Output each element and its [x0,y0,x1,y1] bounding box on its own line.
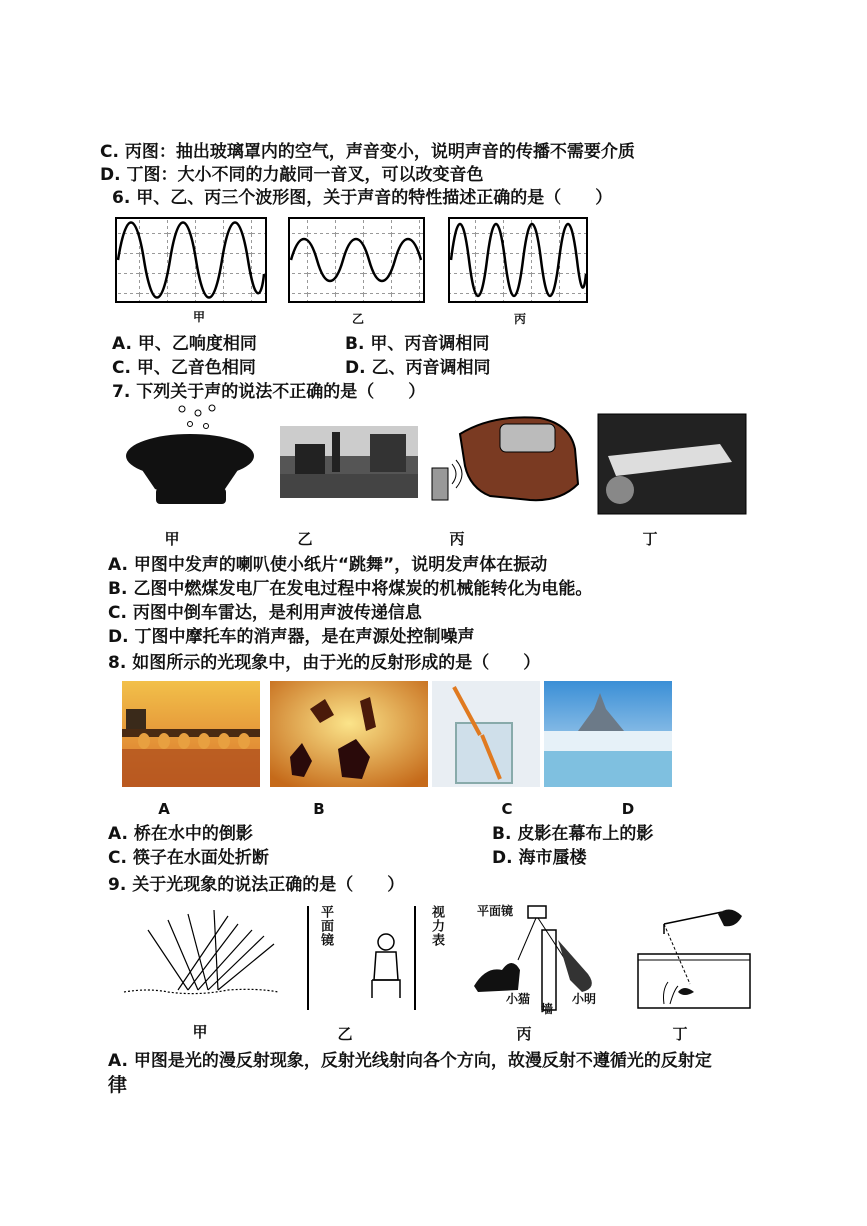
q7-caption-ding: 丁 [642,530,658,548]
waveform-bing [449,218,587,302]
q8-caption-b: B [313,800,325,818]
q7-option-a: A. 甲图中发声的喇叭使小纸片“跳舞”，说明发声体在振动 [108,555,548,575]
q8-caption-d: D [621,800,635,818]
q7-caption-yi: 乙 [297,530,313,548]
q7-option-b: B. 乙图中燃煤发电厂在发电过程中将煤炭的机械能转化为电能。 [108,579,593,599]
q8-option-b: B. 皮影在幕布上的影 [492,824,654,844]
q9-option-a-line1: A. 甲图是光的漫反射现象，反射光线射向各个方向，故漫反射不遵循光的反射定 [108,1051,712,1071]
q5-option-d: D. 丁图：大小不同的力敲同一音叉，可以改变音色 [100,165,484,185]
q7-option-c: C. 丙图中倒车雷达，是利用声波传递信息 [108,603,422,623]
q6-option-b: B. 甲、丙音调相同 [345,334,490,354]
fish-tank-diagram [638,909,750,1008]
q7-stem: 7. 下列关于声的说法不正确的是（ ） [112,382,426,402]
q6-caption-yi: 乙 [351,312,364,326]
q6-stem: 6. 甲、乙、丙三个波形图，关于声音的特性描述正确的是（ ） [112,188,613,208]
q5-option-c: C. 丙图：抽出玻璃罩内的空气，声音变小，说明声音的传播不需要介质 [100,142,635,162]
q9-option-a-line2: 律 [108,1074,128,1096]
q6-caption-jia: 甲 [192,310,205,324]
speaker-image [126,405,254,504]
q6-option-d: D. 乙、丙音调相同 [345,358,491,378]
q8-figures [120,679,675,791]
q8-stem: 8. 如图所示的光现象中，由于光的反射形成的是（ ） [108,653,541,673]
q9-caption-jia: 甲 [192,1023,208,1041]
q6-option-a: A. 甲、乙响度相同 [112,334,257,354]
chopstick-glass-image [432,681,540,787]
label-plane-mirror-2: 平面镜 [477,904,514,918]
q8-option-a: A. 桥在水中的倒影 [108,824,253,844]
q8-option-d: D. 海市蜃楼 [492,848,587,868]
label-eye-chart: 视力表 [429,905,444,947]
q6-option-c: C. 甲、乙音色相同 [112,358,256,378]
q9-stem: 9. 关于光现象的说法正确的是（ ） [108,875,405,895]
muffler-image [598,414,746,514]
q6-caption-bing: 丙 [513,312,526,326]
label-xiaoming: 小明 [572,992,597,1006]
q8-caption-a: A [158,800,170,818]
q7-caption-bing: 丙 [449,530,465,548]
label-cat: 小猫 [506,992,531,1006]
q7-option-d: D. 丁图中摩托车的消声器，是在声源处控制噪声 [108,627,475,647]
q7-caption-jia: 甲 [164,530,180,548]
q9-caption-yi: 乙 [337,1025,353,1043]
q8-caption-c: C [501,800,513,818]
bridge-reflection-image [122,681,260,787]
q6-waveform-figures [112,214,592,306]
diffuse-reflection-diagram [124,910,278,994]
q9-caption-bing: 丙 [516,1025,532,1043]
reversing-car-image [432,417,578,500]
q8-option-c: C. 筷子在水面处折断 [108,848,269,868]
label-plane-mirror: 平面镜 [318,905,333,947]
power-plant-image [280,426,418,498]
waveform-jia [116,218,266,302]
q7-figures [120,404,750,522]
waveform-yi [289,218,424,302]
mirage-image [544,681,672,787]
label-wall: 墙 [541,1002,554,1016]
q9-caption-ding: 丁 [672,1025,688,1043]
shadow-puppet-image [270,681,428,787]
